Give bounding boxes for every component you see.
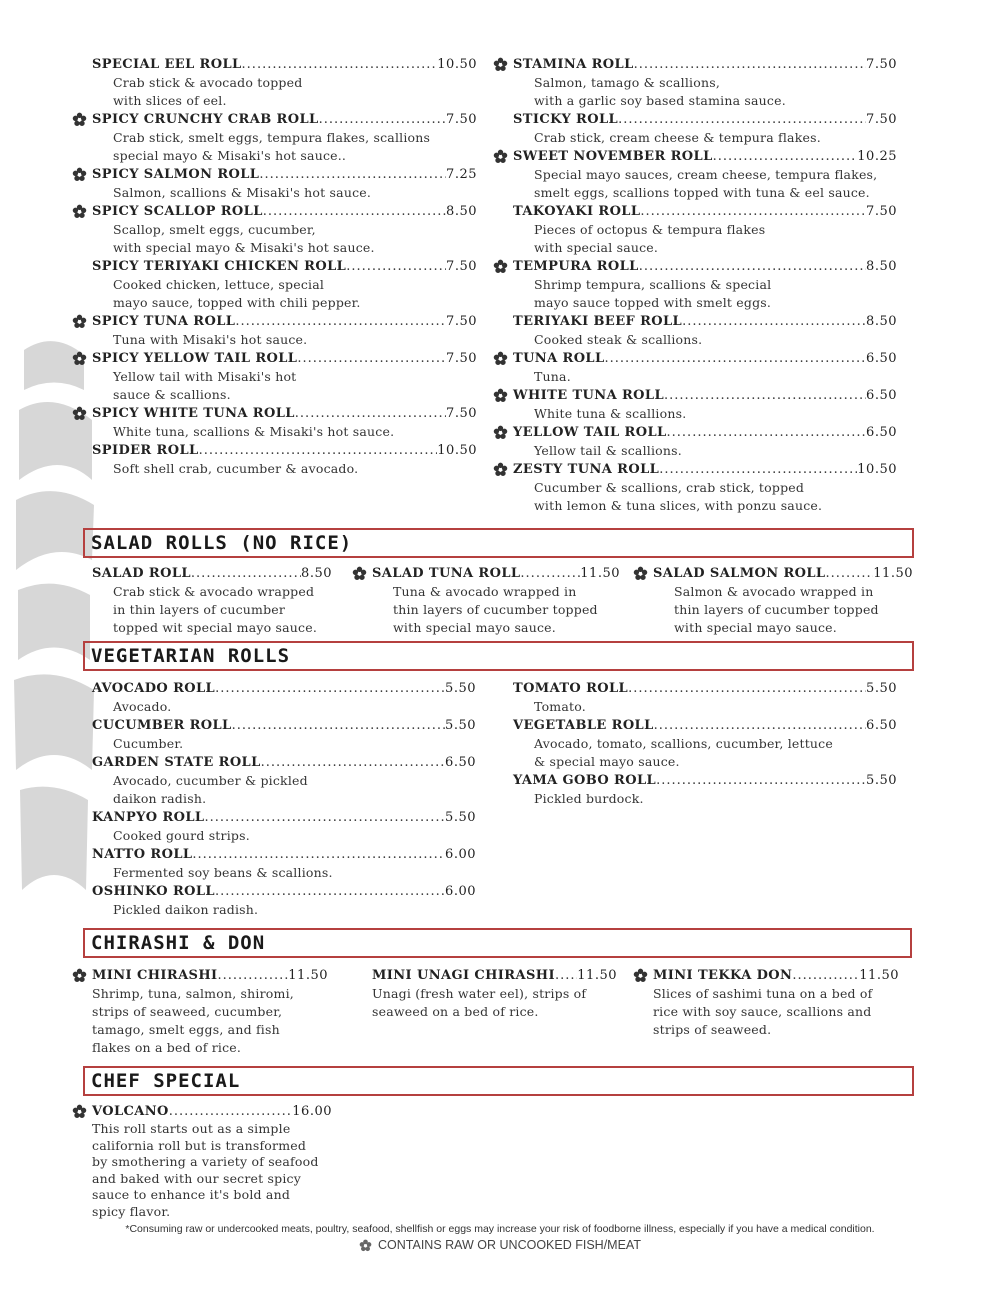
- item-name: OSHINKO ROLL: [92, 884, 215, 899]
- leader-dots: [605, 349, 867, 368]
- item-description: Salmon, tamago & scallions,: [534, 75, 720, 90]
- item-description: thin layers of cucumber topped: [674, 602, 879, 617]
- item-price: 6.00: [445, 847, 476, 862]
- item-price: 6.00: [445, 884, 476, 899]
- item-description: Crab stick & avocado wrapped: [113, 584, 315, 599]
- veg-section-title: VEGETARIAN ROLLS: [91, 645, 291, 667]
- chef-item-column: [92, 1102, 332, 1220]
- item-description: with special sauce.: [534, 240, 659, 255]
- leader-dots: [235, 312, 446, 331]
- item-description: Avocado, tomato, scallions, cucumber, lettuce: [534, 736, 833, 751]
- salad-item-column: [653, 564, 913, 637]
- leader-dots: [713, 147, 858, 166]
- chirashi-item-column: [92, 966, 328, 1057]
- item-description: mayo sauce topped with smelt eggs.: [534, 295, 772, 310]
- item-description: Tuna with Misaki's hot sauce.: [113, 332, 308, 347]
- item-description: Fermented soy beans & scallions.: [113, 865, 333, 880]
- item-description: sauce & scallions.: [113, 387, 231, 402]
- item-name: ZESTY TUNA ROLL: [513, 462, 660, 477]
- leader-dots: [204, 808, 445, 827]
- item-price: 10.50: [437, 443, 477, 458]
- item-description: Crab stick, smelt eggs, tempura flakes, scallions: [113, 130, 431, 145]
- leader-dots: [232, 716, 445, 735]
- leader-dots: [319, 110, 446, 129]
- leader-dots: [346, 257, 446, 276]
- leader-dots: [667, 423, 867, 442]
- item-description: Scallop, smelt eggs, cucumber,: [113, 222, 316, 237]
- item-name: WHITE TUNA ROLL: [513, 388, 664, 403]
- item-price: 10.50: [857, 462, 897, 477]
- item-description: Tuna & avocado wrapped in: [393, 584, 577, 599]
- item-price: 11.50: [859, 968, 899, 983]
- flower-icon: [72, 406, 87, 421]
- leader-dots: [639, 257, 866, 276]
- menu-item: [513, 55, 897, 110]
- item-name: SALAD ROLL: [92, 566, 191, 581]
- item-name: SPICY YELLOW TAIL ROLL: [92, 351, 298, 366]
- item-description: strips of seaweed, cucumber,: [92, 1004, 283, 1019]
- item-description: Special mayo sauces, cream cheese, tempura flakes,: [534, 167, 878, 182]
- item-name: SALAD TUNA ROLL: [372, 566, 521, 581]
- item-name: MINI CHIRASHI: [92, 968, 218, 983]
- leader-dots: [261, 753, 445, 772]
- leader-dots: [297, 349, 446, 368]
- item-price: 5.50: [445, 681, 476, 696]
- menu-item: [513, 423, 897, 460]
- menu-item: [653, 966, 899, 1039]
- item-description: flakes on a bed of rice.: [92, 1040, 242, 1055]
- flower-icon: [72, 167, 87, 182]
- item-price: 6.50: [866, 388, 897, 403]
- item-description: spicy flavor.: [92, 1203, 171, 1219]
- flower-icon: [352, 566, 367, 581]
- item-description: Cooked chicken, lettuce, special: [113, 277, 325, 292]
- top-right-column: [513, 55, 897, 515]
- item-price: 11.50: [873, 566, 913, 581]
- item-name: SPICY TERIYAKI CHICKEN ROLL: [92, 259, 347, 274]
- veg-section-header: [83, 641, 914, 671]
- menu-item: [513, 312, 897, 349]
- menu-item: [92, 753, 476, 808]
- item-description: Pieces of octopus & tempura flakes: [534, 222, 766, 237]
- item-name: TAKOYAKI ROLL: [513, 204, 641, 219]
- item-description: Slices of sashimi tuna on a bed of: [653, 986, 873, 1001]
- menu-item: [92, 110, 477, 165]
- leader-dots: [295, 404, 446, 423]
- menu-item: [92, 257, 477, 312]
- item-description: Salmon & avocado wrapped in: [674, 584, 874, 599]
- menu-item: [92, 404, 477, 441]
- menu-item: [92, 679, 476, 716]
- item-name: SPICY SALMON ROLL: [92, 167, 260, 182]
- flower-icon: [493, 425, 508, 440]
- leader-dots: [640, 202, 866, 221]
- item-name: SPICY SCALLOP ROLL: [92, 204, 263, 219]
- menu-item: [92, 349, 477, 404]
- item-price: 8.50: [866, 314, 897, 329]
- item-name: TOMATO ROLL: [513, 681, 629, 696]
- item-name: SPICY CRUNCHY CRAB ROLL: [92, 112, 319, 127]
- item-name: VEGETABLE ROLL: [513, 718, 654, 733]
- item-name: TUNA ROLL: [513, 351, 605, 366]
- item-price: 8.50: [866, 259, 897, 274]
- menu-item: [513, 460, 897, 515]
- chirashi-section-title: CHIRASHI & DON: [91, 932, 266, 954]
- menu-item: [92, 165, 477, 202]
- leader-dots: [618, 110, 866, 129]
- item-description: rice with soy sauce, scallions and: [653, 1004, 872, 1019]
- item-name: SPICY WHITE TUNA ROLL: [92, 406, 295, 421]
- menu-item: [92, 966, 328, 1057]
- item-description: Salmon, scallions & Misaki's hot sauce.: [113, 185, 372, 200]
- chirashi-section-header: [83, 928, 912, 958]
- menu-item: [92, 808, 476, 845]
- menu-item: [513, 679, 897, 716]
- item-description: by smothering a variety of seafood: [92, 1154, 319, 1169]
- item-description: with special mayo sauce.: [674, 620, 837, 635]
- menu-item: [513, 716, 897, 771]
- flower-icon: [72, 314, 87, 329]
- flower-icon: [359, 1239, 372, 1252]
- item-description: Soft shell crab, cucumber & avocado.: [113, 461, 359, 476]
- item-name: AVOCADO ROLL: [92, 681, 216, 696]
- flower-icon: [72, 1104, 87, 1119]
- chirashi-item-column: [653, 966, 899, 1039]
- item-description: with a garlic soy based stamina sauce.: [534, 93, 786, 108]
- menu-item: [513, 257, 897, 312]
- item-price: 8.50: [446, 204, 477, 219]
- item-description: Yellow tail & scallions.: [534, 443, 682, 458]
- item-name: TEMPURA ROLL: [513, 259, 639, 274]
- menu-item: [92, 441, 477, 478]
- item-name: STICKY ROLL: [513, 112, 619, 127]
- item-description: Unagi (fresh water eel), strips of: [372, 986, 587, 1001]
- flower-icon: [72, 351, 87, 366]
- item-description: seaweed on a bed of rice.: [372, 1004, 539, 1019]
- item-price: 7.50: [446, 112, 477, 127]
- leader-dots: [520, 564, 580, 583]
- leader-dots: [634, 55, 866, 74]
- leader-dots: [259, 165, 446, 184]
- top-left-column: [92, 55, 477, 478]
- item-price: 7.50: [866, 204, 897, 219]
- item-description: sauce to enhance it's bold and: [92, 1187, 291, 1202]
- leader-dots: [792, 966, 859, 985]
- item-price: 7.50: [866, 57, 897, 72]
- item-description: Shrimp tempura, scallions & special: [534, 277, 772, 292]
- leader-dots: [682, 312, 866, 331]
- raw-legend: [0, 1238, 1000, 1252]
- item-description: Cooked gourd strips.: [113, 828, 250, 843]
- leader-dots: [555, 966, 577, 985]
- item-name: MINI TEKKA DON: [653, 968, 793, 983]
- item-description: in thin layers of cucumber: [113, 602, 286, 617]
- item-description: Pickled burdock.: [534, 791, 644, 806]
- item-price: 16.00: [292, 1104, 332, 1119]
- item-price: 6.50: [866, 718, 897, 733]
- item-description: special mayo & Misaki's hot sauce..: [113, 148, 347, 163]
- item-description: Cucumber & scallions, crab stick, topped: [534, 480, 805, 495]
- menu-item: [92, 845, 476, 882]
- leader-dots: [192, 845, 445, 864]
- chef-section-header: [83, 1066, 914, 1096]
- menu-item: [92, 55, 477, 110]
- item-description: Avocado.: [113, 699, 172, 714]
- item-name: TERIYAKI BEEF ROLL: [513, 314, 683, 329]
- flower-icon: [493, 388, 508, 403]
- item-description: Tomato.: [534, 699, 586, 714]
- item-name: SALAD SALMON ROLL: [653, 566, 826, 581]
- chirashi-item-column: [372, 966, 617, 1021]
- salad-section-title: SALAD ROLLS (NO RICE): [91, 532, 353, 554]
- item-name: VOLCANO: [92, 1104, 169, 1119]
- salad-section-header: [83, 528, 914, 558]
- flower-icon: [493, 462, 508, 477]
- flower-icon: [72, 968, 87, 983]
- item-price: 5.50: [866, 681, 897, 696]
- flower-icon: [493, 259, 508, 274]
- item-price: 6.50: [866, 425, 897, 440]
- raw-legend-text: CONTAINS RAW OR UNCOOKED FISH/MEAT: [378, 1238, 641, 1252]
- leader-dots: [199, 441, 438, 460]
- menu-item: [92, 716, 476, 753]
- item-price: 7.50: [446, 406, 477, 421]
- menu-item: [513, 147, 897, 202]
- leader-dots: [191, 564, 301, 583]
- menu-item: [92, 564, 332, 637]
- item-description: california roll but is transformed: [92, 1137, 307, 1153]
- flower-icon: [633, 566, 648, 581]
- leader-dots: [656, 771, 866, 790]
- raw-food-disclaimer: *Consuming raw or undercooked meats, poultry, seafood, shellfish or eggs may increase your risk of foodborne illness, especially if you have a medical condition.: [125, 1223, 875, 1235]
- leader-dots: [664, 386, 866, 405]
- salad-item-column: [92, 564, 332, 637]
- item-price: 5.50: [445, 810, 476, 825]
- item-price: 5.50: [445, 718, 476, 733]
- item-description: & special mayo sauce.: [534, 754, 680, 769]
- item-description: Avocado, cucumber & pickled: [113, 773, 308, 788]
- leader-dots: [215, 679, 445, 698]
- item-name: YAMA GOBO ROLL: [513, 773, 657, 788]
- item-price: 6.50: [866, 351, 897, 366]
- item-price: 7.25: [446, 167, 477, 182]
- item-description: tamago, smelt eggs, and fish: [92, 1022, 280, 1037]
- item-description: This roll starts out as a simple: [92, 1121, 291, 1136]
- veg-right-column: [513, 679, 897, 808]
- flower-icon: [72, 112, 87, 127]
- item-description: daikon radish.: [113, 791, 207, 806]
- item-description: White tuna, scallions & Misaki's hot sauce.: [113, 424, 395, 439]
- item-price: 5.50: [866, 773, 897, 788]
- leader-dots: [215, 882, 445, 901]
- flower-icon: [72, 204, 87, 219]
- item-price: 10.50: [437, 57, 477, 72]
- item-description: Yellow tail with Misaki's hot: [113, 369, 297, 384]
- flower-icon: [633, 968, 648, 983]
- salad-item-column: [372, 564, 620, 637]
- menu-item: [513, 349, 897, 386]
- item-name: SPIDER ROLL: [92, 443, 199, 458]
- item-description: with special mayo & Misaki's hot sauce.: [113, 240, 375, 255]
- leader-dots: [242, 55, 438, 74]
- item-name: KANPYO ROLL: [92, 810, 205, 825]
- item-price: 7.50: [446, 259, 477, 274]
- item-description: Crab stick & avocado topped: [113, 75, 303, 90]
- menu-item: [372, 966, 617, 1021]
- item-price: 11.50: [580, 566, 620, 581]
- item-description: Cooked steak & scallions.: [534, 332, 703, 347]
- item-description: mayo sauce, topped with chili pepper.: [113, 295, 361, 310]
- item-description: strips of seaweed.: [653, 1022, 772, 1037]
- leader-dots: [169, 1102, 293, 1121]
- item-price: 11.50: [577, 968, 617, 983]
- flower-icon: [493, 149, 508, 164]
- menu-item: [92, 1102, 332, 1220]
- item-price: 7.50: [866, 112, 897, 127]
- item-description: White tuna & scallions.: [534, 406, 687, 421]
- item-name: SWEET NOVEMBER ROLL: [513, 149, 713, 164]
- menu-item: [653, 564, 913, 637]
- leader-dots: [218, 966, 289, 985]
- veg-left-column: [92, 679, 476, 919]
- menu-item: [513, 386, 897, 423]
- menu-item: [513, 110, 897, 147]
- item-description: with special mayo sauce.: [393, 620, 556, 635]
- item-name: GARDEN STATE ROLL: [92, 755, 261, 770]
- item-price: 11.50: [288, 968, 328, 983]
- menu-item: [513, 771, 897, 808]
- item-description: Crab stick, cream cheese & tempura flakes.: [534, 130, 821, 145]
- item-description: thin layers of cucumber topped: [393, 602, 598, 617]
- item-name: SPECIAL EEL ROLL: [92, 57, 242, 72]
- menu-item: [92, 312, 477, 349]
- leader-dots: [628, 679, 866, 698]
- item-description: Shrimp, tuna, salmon, shiromi,: [92, 986, 294, 1001]
- item-price: 8.50: [301, 566, 332, 581]
- item-name: YELLOW TAIL ROLL: [513, 425, 667, 440]
- item-description: Cucumber.: [113, 736, 184, 751]
- item-price: 7.50: [446, 314, 477, 329]
- item-name: CUCUMBER ROLL: [92, 718, 232, 733]
- chef-section-title: CHEF SPECIAL: [91, 1070, 241, 1092]
- item-description: smelt eggs, scallions topped with tuna & eel sauce.: [534, 185, 870, 200]
- menu-item: [92, 202, 477, 257]
- item-description: and baked with our secret spicy: [92, 1170, 302, 1186]
- item-description: Tuna.: [534, 369, 571, 384]
- leader-dots: [263, 202, 446, 221]
- item-name: MINI UNAGI CHIRASHI: [372, 968, 555, 983]
- flower-icon: [493, 57, 508, 72]
- item-name: NATTO ROLL: [92, 847, 193, 862]
- flower-icon: [493, 351, 508, 366]
- item-price: 6.50: [445, 755, 476, 770]
- menu-item: [513, 202, 897, 257]
- leader-dots: [654, 716, 866, 735]
- item-description: with slices of eel.: [113, 93, 227, 108]
- item-price: 7.50: [446, 351, 477, 366]
- leader-dots: [659, 460, 857, 479]
- menu-item: [372, 564, 620, 637]
- item-description: with lemon & tuna slices, with ponzu sauce.: [534, 498, 823, 513]
- item-name: STAMINA ROLL: [513, 57, 634, 72]
- item-name: SPICY TUNA ROLL: [92, 314, 236, 329]
- menu-item: [92, 882, 476, 919]
- item-description: topped wit special mayo sauce.: [113, 620, 318, 635]
- item-price: 10.25: [857, 149, 897, 164]
- item-description: Pickled daikon radish.: [113, 902, 259, 917]
- leader-dots: [825, 564, 873, 583]
